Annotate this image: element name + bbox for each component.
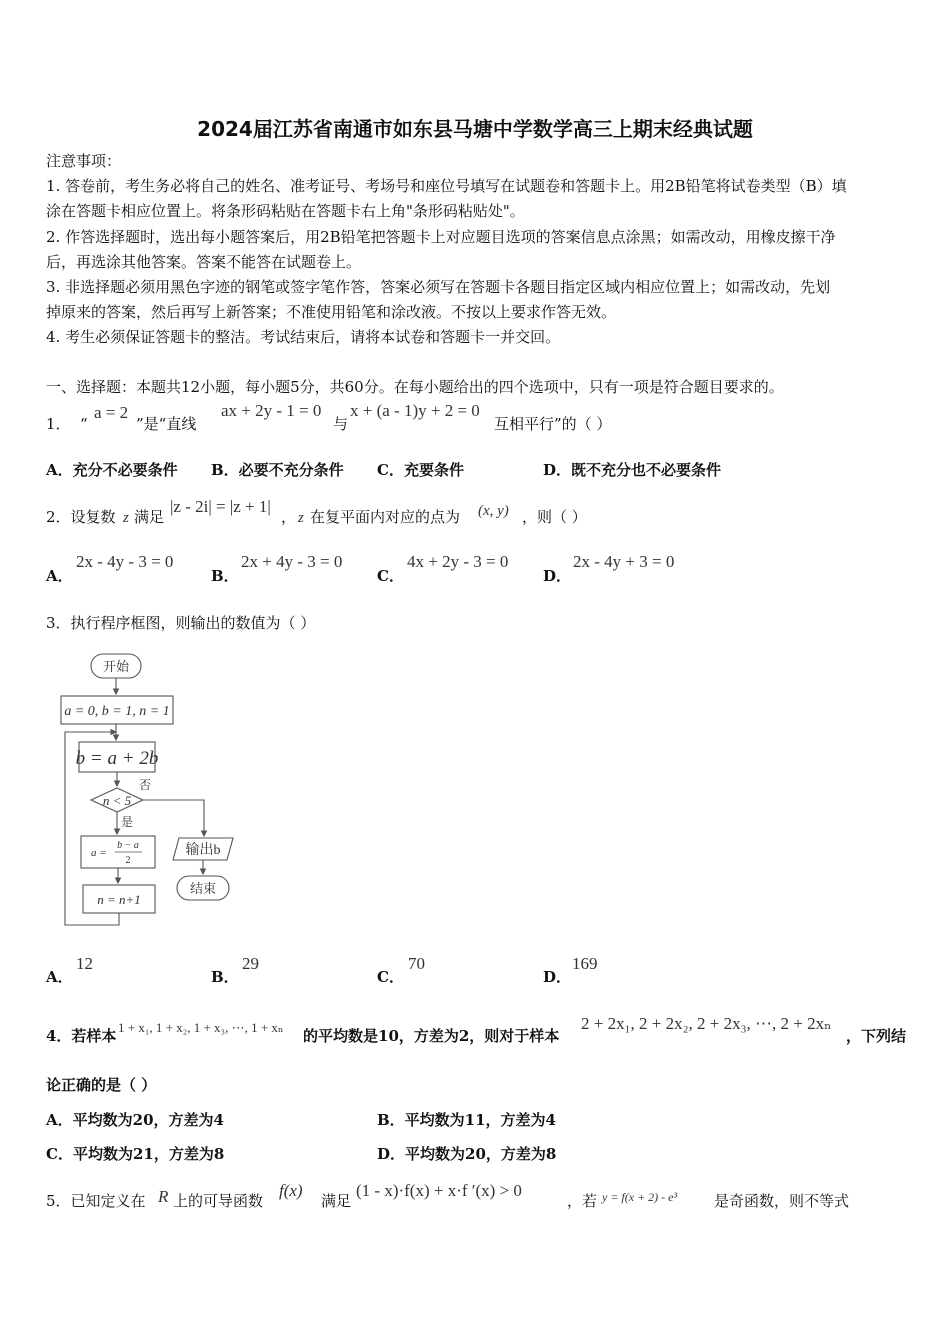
flow-output-label: 输出b xyxy=(185,843,221,858)
q1-text: 互相平行”的（ ） xyxy=(494,415,612,433)
flowchart xyxy=(55,648,265,933)
q2-option-a-label: A． xyxy=(46,567,73,585)
q2-option-a: 2x - 4y - 3 = 0 xyxy=(76,552,174,571)
notice-line: 4. 考生必须保证答题卡的整洁。考试结束后，请将本试卷和答题卡一并交回。 xyxy=(46,328,561,346)
q1-option-d: D．既不充分也不必要条件 xyxy=(543,461,722,479)
flow-start-label: 开始 xyxy=(102,659,130,674)
q1-math: ax + 2y - 1 = 0 xyxy=(221,401,322,420)
q3-option-a: 12 xyxy=(76,954,93,973)
q2-text: 满足 xyxy=(134,508,165,526)
notice-line: 涂在答题卡相应位置上。将条形码粘贴在答题卡右上角"条形码粘贴处"。 xyxy=(46,202,525,220)
flow-init-label: a = 0, b = 1, n = 1 xyxy=(64,704,170,719)
q1-text: ”是“直线 xyxy=(136,415,197,433)
q4-option-c: C．平均数为21，方差为8 xyxy=(46,1145,225,1163)
notice-line: 后，再选涂其他答案。答案不能答在试题卷上。 xyxy=(46,253,362,271)
q1-text: 与 xyxy=(333,415,349,433)
q1-math: x + (a - 1)y + 2 = 0 xyxy=(350,401,480,420)
q4-option-b: B．平均数为11，方差为4 xyxy=(377,1111,556,1129)
q2-math: z xyxy=(298,510,304,526)
flow-cond-label: n < 5 xyxy=(102,793,132,808)
section-heading: 一、选择题：本题共12小题，每小题5分，共60分。在每小题给出的四个选项中，只有一项是符合题目要求的。 xyxy=(46,378,784,396)
q1-option-b: B．必要不充分条件 xyxy=(211,461,344,479)
q5-text: 5．已知定义在 xyxy=(46,1192,146,1210)
flow-no-label: 否 xyxy=(139,778,152,792)
q2-text: ， xyxy=(281,508,297,526)
q4-text: ，下列结 xyxy=(846,1027,907,1045)
q2-option-d-label: D． xyxy=(543,567,572,585)
q2-option-c-label: C． xyxy=(377,567,404,585)
q5-math: R xyxy=(158,1187,169,1206)
q2-math: z xyxy=(123,510,129,526)
notice-heading: 注意事项： xyxy=(46,152,122,170)
flow-assign-lhs: a = xyxy=(91,847,107,859)
q4-math: 2 + 2x₁, 2 + 2x₂, 2 + 2x₃, ⋯, 2 + 2xₙ xyxy=(581,1014,832,1033)
q5-text: 上的可导函数 xyxy=(173,1192,264,1210)
q1-math: a = 2 xyxy=(94,403,129,422)
q2-option-d: 2x - 4y + 3 = 0 xyxy=(573,552,675,571)
notice-line: 2. 作答选择题时，选出每小题答案后，用2B铅笔把答题卡上对应题目选项的答案信息点涂黑；如需改动，用橡皮擦干净 xyxy=(46,228,836,246)
q4-math: 1 + x₁, 1 + x₂, 1 + x₃, ⋯, 1 + xₙ xyxy=(118,1020,284,1035)
q4-option-d: D．平均数为20，方差为8 xyxy=(377,1145,557,1163)
q3-stem: 3．执行程序框图，则输出的数值为（ ） xyxy=(46,614,316,632)
q1-option-c: C．充要条件 xyxy=(377,461,464,479)
notice-line: 1. 答卷前，考生务必将自己的姓名、准考证号、考场号和座位号填写在试题卷和答题卡上。用2B铅笔将试卷类型（B）填 xyxy=(46,177,847,195)
q2-option-b: 2x + 4y - 3 = 0 xyxy=(241,552,343,571)
q4-text: 4．若样本 xyxy=(46,1027,117,1045)
q3-option-d: 169 xyxy=(572,954,598,973)
notice-line: 掉原来的答案，然后再写上新答案；不准使用铅笔和涂改液。不按以上要求作答无效。 xyxy=(46,303,617,321)
q5-math: y = f(x + 2) - e³ xyxy=(602,1190,678,1204)
q5-text: 是奇函数，则不等式 xyxy=(714,1192,850,1210)
q4-text: 论正确的是（ ） xyxy=(46,1076,157,1094)
q1-option-a: A．充分不必要条件 xyxy=(46,461,178,479)
q3-option-b: 29 xyxy=(242,954,259,973)
q3-option-c-label: C． xyxy=(377,968,404,986)
q5-math: (1 - x)·f(x) + x·f ′(x) > 0 xyxy=(356,1181,522,1200)
q4-text: 的平均数是10，方差为2，则对于样本 xyxy=(303,1027,560,1045)
q2-text: 在复平面内对应的点为 xyxy=(310,508,461,526)
flow-yes-label: 是 xyxy=(121,815,134,829)
q1-text: “ xyxy=(80,415,88,433)
flow-step-label: b = a + 2b xyxy=(75,748,159,769)
flow-assign-num: b − a xyxy=(117,840,139,851)
q3-option-d-label: D． xyxy=(543,968,572,986)
q2-text: 2．设复数 xyxy=(46,508,116,526)
q2-text: ，则（ ） xyxy=(522,508,587,526)
q2-math: |z - 2i| = |z + 1| xyxy=(170,497,271,516)
q2-option-b-label: B． xyxy=(211,567,239,585)
flow-assign-den: 2 xyxy=(125,855,131,866)
flow-incr-label: n = n+1 xyxy=(97,892,141,907)
q3-option-c: 70 xyxy=(408,954,425,973)
q2-math: (x, y) xyxy=(478,503,509,519)
q5-text: 满足 xyxy=(321,1192,352,1210)
flow-end-label: 结束 xyxy=(189,881,217,896)
q4-option-a: A．平均数为20，方差为4 xyxy=(46,1111,224,1129)
q1-number: 1． xyxy=(46,415,71,433)
page-title: 2024届江苏省南通市如东县马塘中学数学高三上期末经典试题 xyxy=(197,117,753,141)
q3-option-b-label: B． xyxy=(211,968,239,986)
q2-option-c: 4x + 2y - 3 = 0 xyxy=(407,552,509,571)
q5-math: f(x) xyxy=(279,1181,303,1200)
q5-text: ，若 xyxy=(567,1192,598,1210)
q3-option-a-label: A． xyxy=(46,968,73,986)
notice-line: 3. 非选择题必须用黑色字迹的钢笔或签字笔作答，答案必须写在答题卡各题目指定区域内相应位置上；如需改动，先划 xyxy=(46,278,831,296)
